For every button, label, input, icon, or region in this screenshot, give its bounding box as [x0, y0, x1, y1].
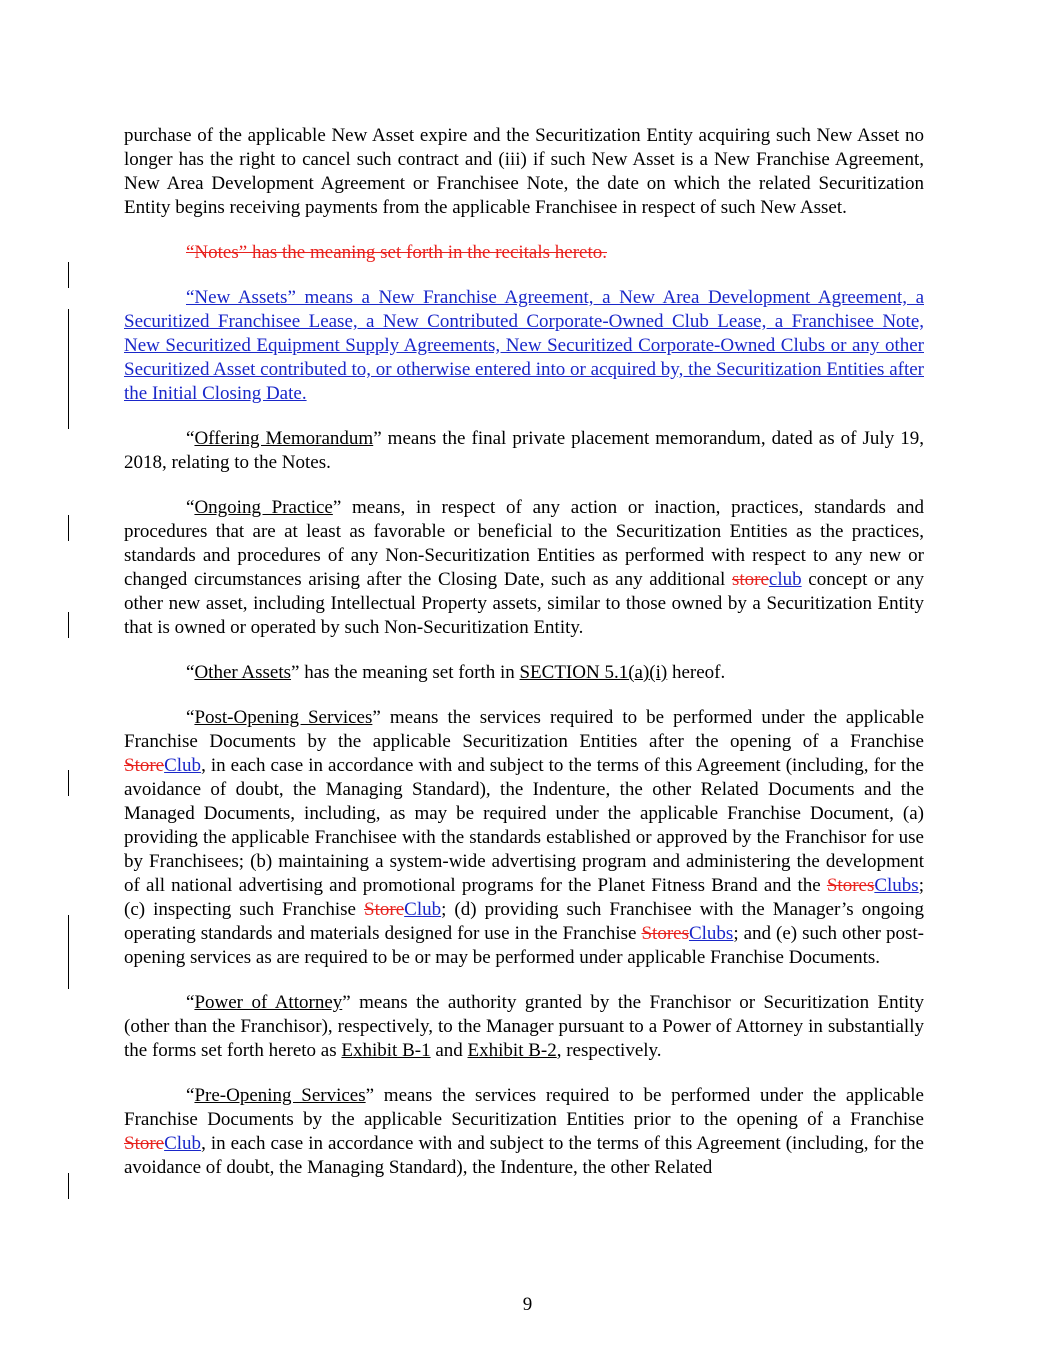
page-number: 9	[522, 1294, 533, 1315]
inserted-text: Club	[164, 1133, 202, 1154]
defined-term: Power of Attorney	[194, 992, 343, 1013]
exhibit-reference: Exhibit B-1	[341, 1040, 431, 1061]
change-bar	[68, 515, 69, 541]
definition-pre-opening-services: “Pre-Opening Services” means the services required to be performed under the applicable Franchise Documents by the applicable Securitization Entities prior to the opening of a Franchise StoreClub, in each case in accordance with and subject to the terms of this Agreement (including, for the avoidance of doubt, the Managing Standard), the Indenture, the other Related	[124, 1085, 924, 1178]
defined-term: Ongoing Practice	[194, 497, 333, 518]
exhibit-reference: Exhibit B-2	[467, 1040, 557, 1061]
deleted-text: Stores	[826, 875, 875, 896]
defined-term: Other Assets	[194, 662, 292, 683]
deleted-text: Store	[124, 755, 165, 776]
change-bar	[68, 262, 69, 288]
change-bar	[68, 770, 69, 796]
deleted-text: Stores	[641, 923, 689, 944]
definition-offering-memorandum: “Offering Memorandum” means the final private placement memorandum, dated as of July 19, 2018, relating to the Notes.	[124, 428, 924, 473]
change-bar	[68, 612, 69, 638]
definition-new-assets-inserted	[124, 286, 924, 406]
deleted-text: Store	[124, 1133, 165, 1154]
deleted-text: Store	[364, 899, 405, 920]
defined-term: Offering Memorandum	[194, 428, 374, 449]
section-reference: SECTION 5.1(a)(i)	[519, 662, 668, 683]
change-bar	[68, 1173, 69, 1199]
inserted-text: Club	[164, 755, 202, 776]
definition-notes-deleted	[124, 241, 924, 265]
definition-other-assets: “Other Assets” has the meaning set forth in SECTION 5.1(a)(i) hereof.	[186, 662, 726, 683]
deleted-text: store	[731, 569, 769, 590]
definition-ongoing-practice: “Ongoing Practice” means, in respect of any action or inaction, practices, standards and procedures that are at least as favorable or beneficial to the Securitization Entities as the practices, standards and procedures of any Non-Securitization Entities as performed with respect to any new or changed circumstances arising after the Closing Date, such as any additional storeclub concept or any other new asset, including Intellectual Property assets, similar to those owned by a Securitization Entity that is owned or operated by such Non-Securitization Entity.	[124, 497, 924, 638]
definition-post-opening-services: “Post-Opening Services” means the services required to be performed under the applicable Franchise Documents by the applicable Securitization Entities after the opening of a Franchise StoreClub, in each case in accordance with and subject to the terms of this Agreement (including, for the avoidance of doubt, the Managing Standard), the Indenture, the other Related Documents and the Managed Documents, including, as may be required under the applicable Franchise Document, (a) providing the applicable Franchisee with the standards established or approved by the Franchisor for use by Franchisees; (b) maintaining a system-wide advertising program and administering the development of all national advertising and promotional programs for the Planet Fitness Brand and the StoresClubs; (c) inspecting such Franchise StoreClub; (d) providing such Franchisee with the Manager’s ongoing operating standards and materials designed for use in the Franchise StoresClubs; and (e) such other post-opening services as are required to be or may be performed under applicable Franchise Documents.	[124, 707, 924, 968]
inserted-text: club	[768, 569, 802, 590]
change-bar	[68, 309, 69, 429]
document-page	[124, 124, 924, 1201]
inserted-text: “New Assets” means a New Franchise Agreement, a New Area Development Agreement, a Securitized Franchisee Lease, a New Contributed Corporate-Owned Club Lease, a Franchisee Note, New Securitized Equipment Supply Agreements, New Securitized Corporate-Owned Clubs or any other Securitized Asset contributed to, or otherwise entered into or acquired by, the Securitization Entities after the Initial Closing Date.	[124, 287, 924, 404]
inserted-text: Clubs	[688, 923, 734, 944]
defined-term: Pre-Opening Services	[194, 1085, 366, 1106]
definition-power-of-attorney: “Power of Attorney” means the authority granted by the Franchisor or Securitization Entity (other than the Franchisor), respectively, to the Manager pursuant to a Power of Attorney in substantially the forms set forth hereto as Exhibit B-1 and Exhibit B-2, respectively.	[124, 992, 924, 1061]
paragraph-continuation: purchase of the applicable New Asset expire and the Securitization Entity acquiring such New Asset no longer has the right to cancel such contract and (iii) if such New Asset is a New Franchise Agreement, New Area Development Agreement or Franchisee Note, the date on which the related Securitization Entity begins receiving payments from the applicable Franchisee in respect of such New Asset.	[124, 125, 924, 218]
defined-term: Post-Opening Services	[194, 707, 373, 728]
change-bar	[68, 915, 69, 989]
inserted-text: Club	[404, 899, 442, 920]
deleted-text: “Notes” has the meaning set forth in the recitals hereto.	[186, 242, 608, 263]
inserted-text: Clubs	[874, 875, 919, 896]
